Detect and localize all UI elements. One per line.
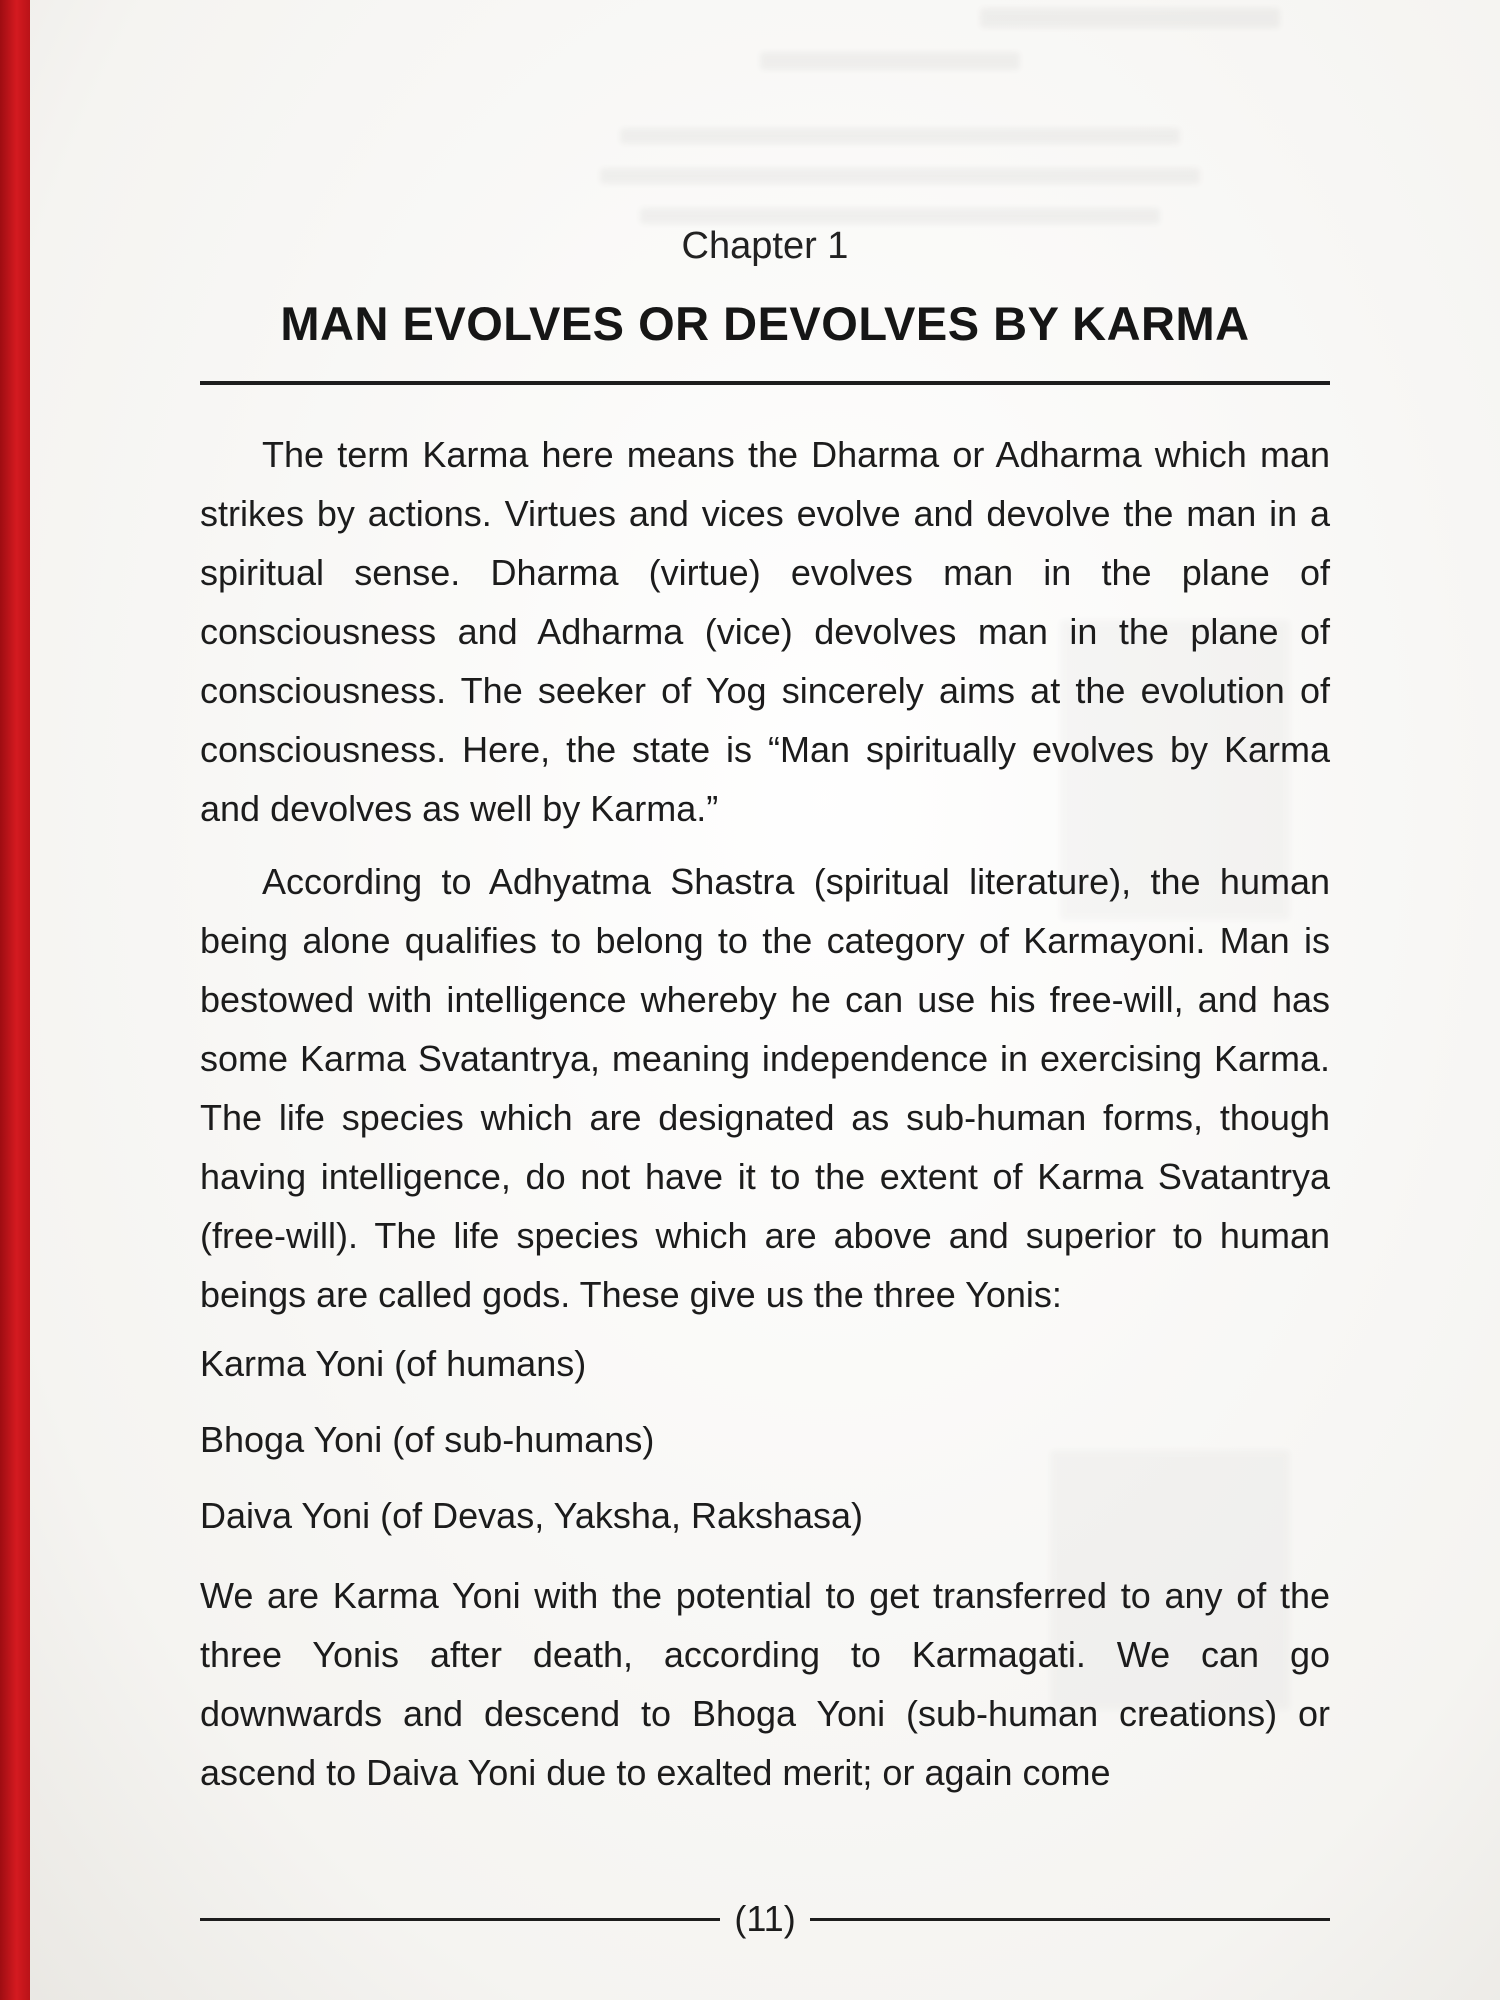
page-title: MAN EVOLVES OR DEVOLVES BY KARMA [280,297,1250,350]
paragraph-1: The term Karma here means the Dharma or Adharma which man strikes by actions. Virtues and vices evolve and devolve the man in a spiritual sense. Dharma (virtue) evolves man in the plane of consciousness and Adharma (vice) devolves man in the plane of consciousness. The seeker of Yog sincerely aims at the evolution of consciousness. Here, the state is “Man spiritually evolves by Karma and devolves as well by Karma.” [200,434,1330,829]
title-rule [200,381,1330,385]
page-footer [200,1898,1330,1940]
yoni-list-item-bhoga: Bhoga Yoni (of sub-humans) [200,1419,655,1460]
page-content [200,225,1330,1802]
paragraph-closing: We are Karma Yoni with the potential to get transferred to any of the three Yonis after death, according to Karmagati. We can go downwards and descend to Bhoga Yoni (sub-human creations) or ascend to Daiva Yoni due to exalted merit; or again come [200,1575,1330,1793]
yoni-list-item-daiva: Daiva Yoni (of Devas, Yaksha, Rakshasa) [200,1495,864,1536]
page-number: (11) [734,1898,796,1939]
footer-rule-left [200,1918,720,1921]
bleed-through-artifact [980,8,1280,28]
bleed-through-artifact [600,168,1200,184]
yoni-list-item-karma: Karma Yoni (of humans) [200,1343,587,1384]
bleed-through-artifact [760,52,1020,70]
chapter-label: Chapter 1 [681,225,849,267]
book-spine-edge [0,0,30,2000]
footer-rule-right [810,1918,1330,1921]
bleed-through-artifact [620,128,1180,144]
paragraph-2: According to Adhyatma Shastra (spiritual literature), the human being alone qualifies to belong to the category of Karmayoni. Man is bestowed with intelligence whereby he can use his free-will, and has some Karma Svatantrya, meaning independence in exercising Karma. The life species which are designated as sub-human forms, though having intelligence, do not have it to the extent of Karma Svatantrya (free-will). The life species which are above and superior to human beings are called gods. These give us the three Yonis: [200,861,1330,1315]
bleed-through-artifact [640,208,1160,224]
